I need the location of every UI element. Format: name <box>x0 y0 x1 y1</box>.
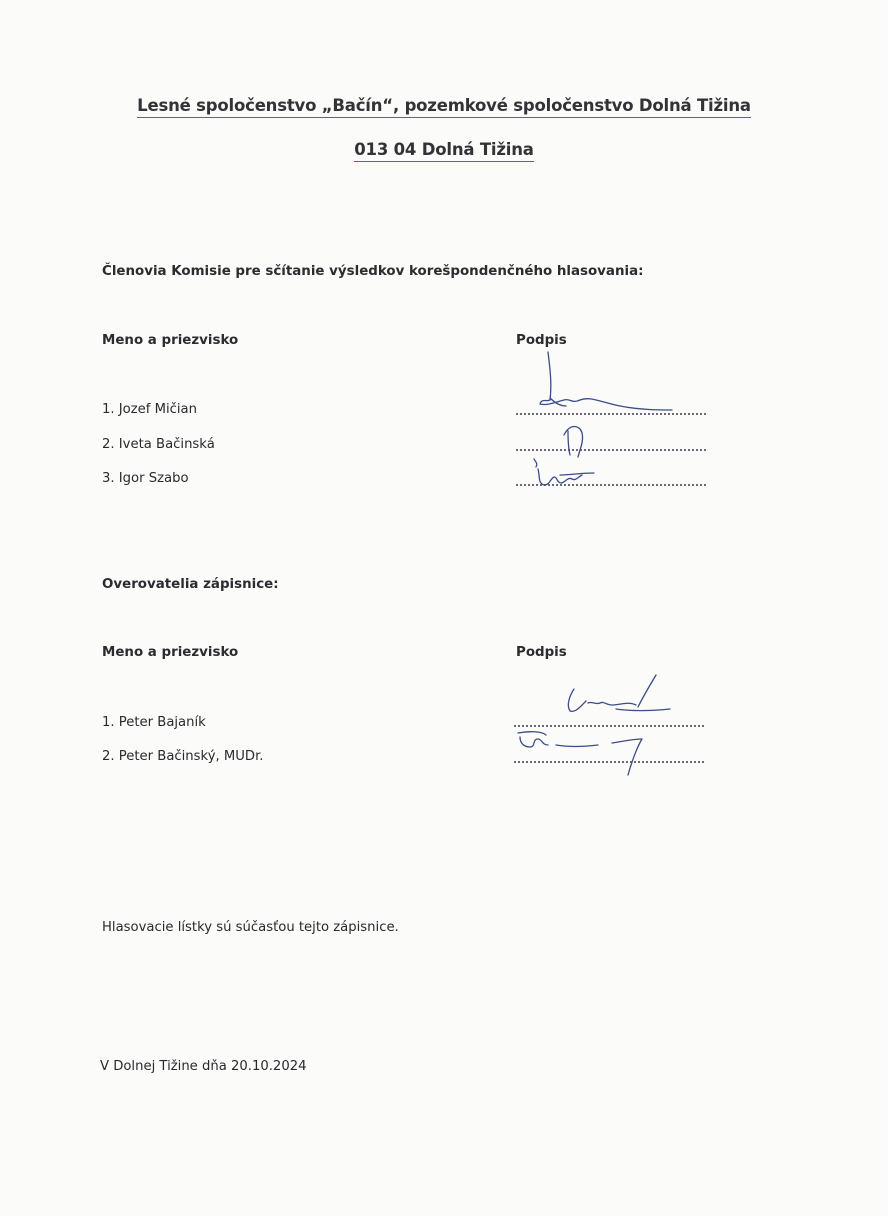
address-title-text: 013 04 Dolná Tižina <box>354 140 533 162</box>
commission-signature-column: Podpis <box>516 333 567 348</box>
commission-member-3: 3. Igor Szabo <box>102 471 189 486</box>
verifiers-signature-column: Podpis <box>516 645 567 660</box>
commission-member-1: 1. Jozef Mičian <box>102 402 197 417</box>
organization-title <box>0 96 888 118</box>
verifier-member-2: 2. Peter Bačinský, MUDr. <box>102 749 264 764</box>
verifiers-heading: Overovatelia zápisnice: <box>102 577 279 592</box>
commission-heading: Členovia Komisie pre sčítanie výsledkov korešpondenčného hlasovania: <box>102 264 644 279</box>
place-and-date: V Dolnej Tižine dňa 20.10.2024 <box>100 1059 307 1074</box>
signature-peter-bacinsky <box>508 725 708 785</box>
verifier-member-1: 1. Peter Bajaník <box>102 715 206 730</box>
address-title <box>0 140 888 162</box>
verifiers-name-column: Meno a priezvisko <box>102 645 239 660</box>
commission-member-2: 2. Iveta Bačinská <box>102 437 215 452</box>
signature-igor-szabo <box>520 455 610 495</box>
commission-name-column: Meno a priezvisko <box>102 333 239 348</box>
ballot-note: Hlasovacie lístky sú súčasťou tejto zápisnice. <box>102 920 399 935</box>
organization-title-text: Lesné spoločenstvo „Bačín“, pozemkové spoločenstvo Dolná Tižina <box>137 96 751 118</box>
